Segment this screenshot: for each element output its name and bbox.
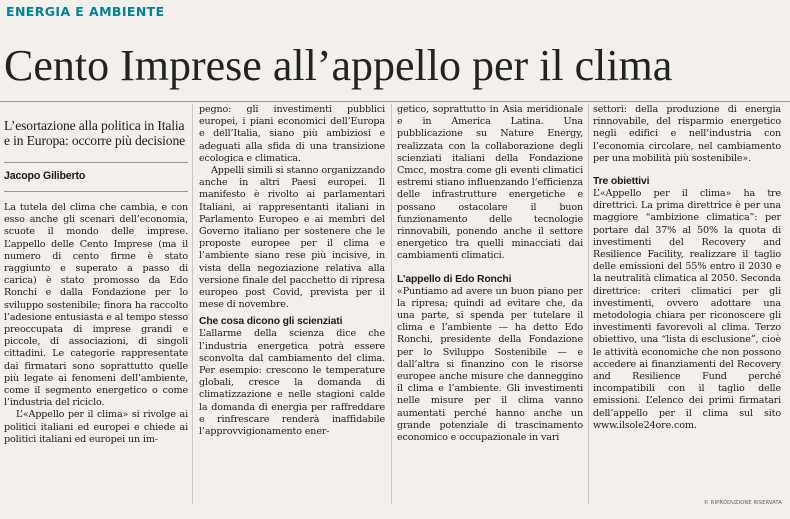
- paragraph: La tutela del clima che cambia, e con esso anche gli scenari dell’economia, scuote il mondo delle imprese. L’appello delle Cento Imprese (ma il numero di cento firme è stato raggiunto e superato a passo di carica) è stato promosso da Edo Ronchi e dalla Fondazione per lo sviluppo sostenibile; finora ha raccolto l’adesione entusiasta e al tempo stesso preoccupata di imprese grandi e piccole, di associazioni, di singoli cittadini. Le categorie rappresentate dai firmatari sono soprattutto quelle più legate ai fenomeni dell’ambiente, come il segmento energetico o come l’industria del riciclo.: [4, 202, 188, 409]
- paragraph: L’«Appello per il clima» si rivolge ai politici italiani ed europei e chiede ai politici italiani ed europei un im-: [4, 409, 188, 445]
- headline: Cento Imprese all’appello per il clima: [4, 41, 673, 90]
- paragraph: L’«Appello per il clima» ha tre direttrici. La prima direttrice è per una maggiore “ambizione climatica”: per portare dal 37% al 50% la quota di investimenti del Recovery and Resilience Facility, realizzare il taglio delle emissioni del 55% entro il 2030 e la neutralità climatica al 2050. Seconda direttrice: criteri climatici per gli investimenti, ovvero adottare una metodologia chiara per riconoscere gli investimenti favorevoli al clima. Terzo obiettivo, una “lista di esclusione”, cioè le attività economiche che non possono accedere ai finanziamenti del Recovery and Resilience Fund perché incompatibili con il taglio delle emissioni. L’elenco dei primi firmatari dell’appello per il clima sul sito www.ilsole24ore.com.: [593, 188, 781, 431]
- byline-divider: [4, 191, 188, 192]
- author-byline: Jacopo Giliberto: [4, 170, 86, 182]
- column-divider: [391, 104, 392, 504]
- paragraph: pegno: gli investimenti pubblici europei, i piani economici dell’Europa e dell’Italia, siano più ambiziosi e adeguati alla sfida di una transizione ecologica e climatica.: [199, 104, 385, 164]
- paragraph: Appelli simili si stanno organizzando anche in altri Paesi europei. Il manifesto è rivolto ai parlamentari Italiani, ai rappresentanti italiani in Parlamento Europeo e ai membri del Governo italiano per sostenere che le proposte europee per il clima e l’ambiente siano rese più incisive, in vista della negoziazione relativa alla versione finale del pacchetto di ripresa europeo post Covid, prevista per il mese di novembre.: [199, 165, 385, 311]
- article-column-4: [593, 104, 781, 514]
- copyright-notice: © RIPRODUZIONE RISERVATA: [703, 500, 782, 506]
- column-divider: [588, 104, 589, 504]
- subheading-obiettivi: Tre obiettivi: [593, 176, 650, 188]
- subheading-scienziati: Che cosa dicono gli scienziati: [199, 316, 343, 328]
- article-column-3: [397, 104, 583, 514]
- paragraph: L’allarme della scienza dice che l’industria energetica potrà essere sconvolta dal cambiamento del clima. Per esempio: crescono le temperature globali, cresce la domanda di climatizzazione e nelle stagioni calde la domanda di energia per raffreddare e rinfrescare renderà inaffidabile l’approvvigionamento ener-: [199, 328, 385, 438]
- paragraph: settori: della produzione di energia rinnovabile, del risparmio energetico negli edifici e nell’industria con l’economia circolare, nel cambiamento per una mobilità più sostenibile».: [593, 104, 781, 164]
- headline-divider: [0, 101, 790, 102]
- article-column-2: [199, 104, 385, 514]
- article-summary: L’esortazione alla politica in Italia e in Europa: occorre più decisione: [4, 118, 185, 148]
- section-kicker: ENERGIA E AMBIENTE: [6, 4, 165, 19]
- summary-divider: [4, 162, 188, 163]
- paragraph: «Puntiamo ad avere un buon piano per la ripresa; quindi ad evitare che, da una parte, si spenda per tutelare il clima e l’ambiente — ha detto Edo Ronchi, presidente della Fondazione per lo Sviluppo Sostenibile — e dall’altra si finanzino con le risorse europee anche misure che danneggino il clima e l’ambiente. Gli investimenti nelle misure per il clima vanno aumentati perché hanno anche un grande potenziale di trascinamento economico e occupazionale in vari: [397, 285, 583, 444]
- subheading-ronchi: L’appello di Edo Ronchi: [397, 273, 512, 285]
- article-column-1: [4, 104, 188, 514]
- column-divider: [192, 104, 193, 504]
- paragraph: getico, soprattutto in Asia meridionale e in America Latina. Una pubblicazione su Nature Energy, realizzata con la collaborazione degli scienziati italiani della Fondazione Cmcc, mostra come gli eventi climatici estremi stiano influenzando l’efficienza delle infrastrutture energetiche e possano ostacolare il buon funzionamento delle tecnologie rinnovabili, ponendo anche il settore energetico tra quelli minacciati dai cambiamenti climatici.: [397, 104, 583, 262]
